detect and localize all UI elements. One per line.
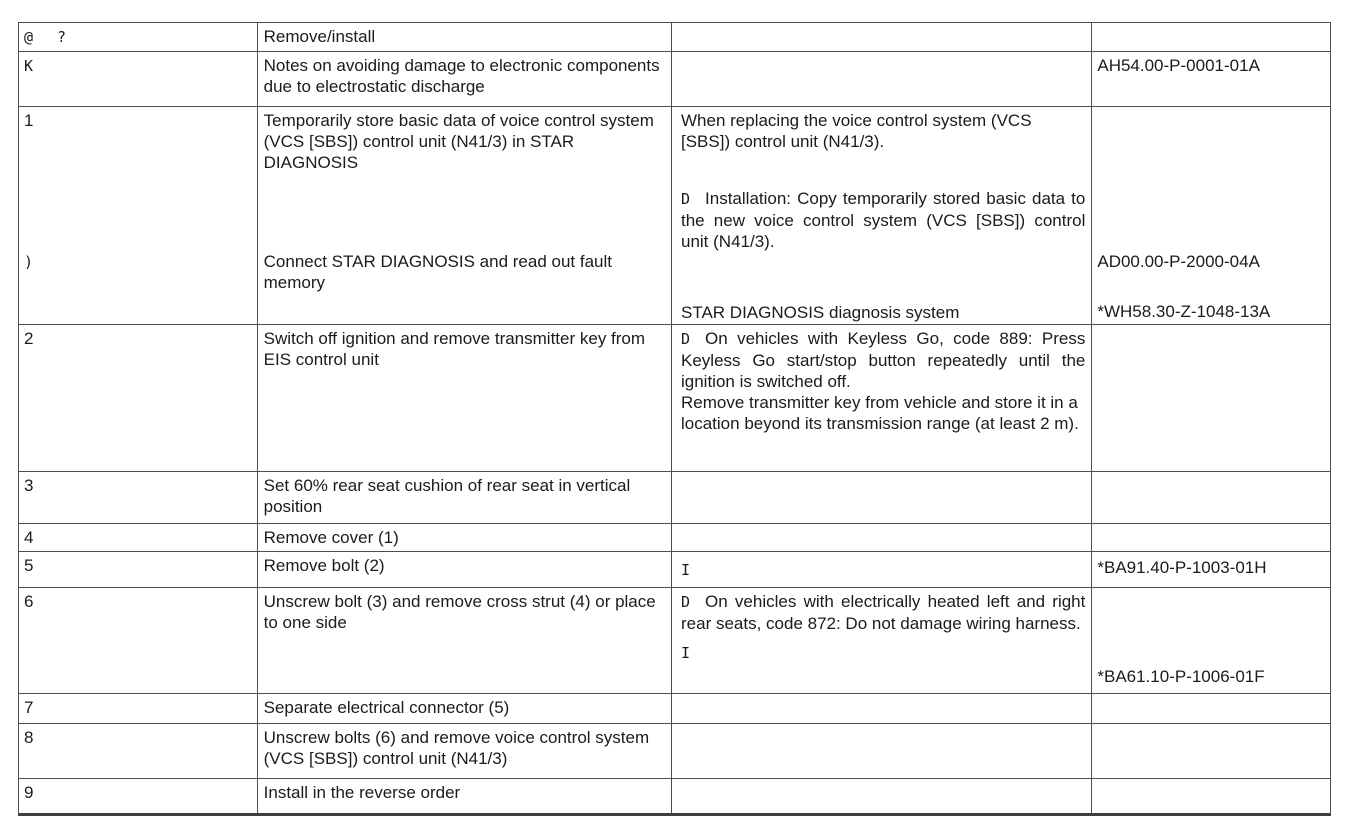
cell-text: Temporarily store basic data of voice control system (VCS [SBS]) control unit (N41/3) in STAR DIAGNOSIS [263, 111, 654, 172]
cell-text: 2 [24, 329, 34, 348]
reference-cell [1091, 325, 1330, 471]
text-block [24, 26, 251, 48]
cell-text: Connect STAR DIAGNOSIS and read out fault memory [263, 252, 612, 292]
procedure-cell [257, 724, 671, 778]
cell-text: STAR DIAGNOSIS diagnosis system [681, 303, 960, 322]
at-symbol-icon: @ [24, 28, 34, 46]
text-block [1097, 251, 1324, 272]
text-block [264, 697, 665, 718]
step-5-row [19, 551, 1330, 587]
step-8-row [19, 723, 1330, 778]
notes-cell [671, 325, 1091, 471]
cell-text: 3 [24, 476, 34, 495]
d-note-icon: D [681, 593, 691, 611]
i-info-icon: I [681, 561, 691, 579]
step-cell [19, 325, 257, 471]
text-block [681, 188, 1085, 252]
cell-text: On vehicles with Keyless Go, code 889: Press Keyless Go start/stop button repeatedly until the ignition is switched off. [681, 329, 1086, 391]
cell-text: 4 [24, 528, 34, 547]
reference-code: *BA61.10-P-1006-01F [1097, 667, 1265, 686]
cell-text: Separate electrical connector (5) [263, 698, 510, 717]
text-block [264, 527, 665, 548]
text-block [264, 110, 665, 173]
reference-cell [1091, 23, 1330, 51]
text-block [264, 727, 665, 769]
text-block [1097, 55, 1324, 76]
procedure-cell [257, 472, 671, 523]
text-block [1097, 301, 1324, 322]
text-block [264, 555, 665, 576]
step-1-row [19, 106, 1330, 324]
text-block [24, 527, 251, 548]
procedure-cell [257, 779, 671, 813]
i-info-icon: I [681, 644, 691, 662]
question-symbol-icon: ? [57, 28, 67, 46]
cell-text: Switch off ignition and remove transmitter key from EIS control unit [263, 329, 646, 369]
text-block [24, 328, 251, 349]
step-6-row [19, 587, 1330, 693]
notes-cell [671, 724, 1091, 778]
text-block [264, 251, 665, 293]
reference-cell [1091, 779, 1330, 813]
text-block [24, 697, 251, 718]
text-block [24, 591, 251, 612]
text-block [24, 555, 251, 576]
cell-text: Install in the reverse order [263, 783, 461, 802]
cell-text: Unscrew bolt (3) and remove cross strut (4) or place to one side [263, 592, 656, 632]
text-block [681, 110, 1085, 152]
text-block [264, 328, 665, 370]
procedure-cell [257, 552, 671, 587]
notes-cell [671, 472, 1091, 523]
text-block [264, 782, 665, 803]
reference-code: AH54.00-P-0001-01A [1097, 56, 1260, 75]
notes-cell [671, 524, 1091, 551]
text-block [1097, 666, 1324, 687]
cell-text: Remove transmitter key from vehicle and store it in a location beyond its transmission range (at least 2 m). [681, 393, 1079, 433]
text-block [681, 302, 1085, 323]
cell-text: Unscrew bolts (6) and remove voice control system (VCS [SBS]) control unit (N41/3) [263, 728, 650, 768]
text-block [24, 110, 251, 131]
cell-text: Remove bolt (2) [263, 556, 385, 575]
step-cell [19, 107, 257, 324]
step-cell [19, 588, 257, 693]
procedure-cell [257, 524, 671, 551]
procedure-cell [257, 588, 671, 693]
reference-cell [1091, 107, 1330, 324]
step-2-row [19, 324, 1330, 471]
notes-cell [671, 694, 1091, 723]
cell-text: Notes on avoiding damage to electronic components due to electrostatic discharge [263, 56, 660, 96]
step-cell [19, 472, 257, 523]
text-block [1097, 557, 1324, 578]
reference-cell [1091, 694, 1330, 723]
procedure-table [18, 22, 1331, 816]
text-block [681, 328, 1085, 392]
text-block [24, 782, 251, 803]
text-block [24, 475, 251, 496]
text-block [264, 26, 665, 47]
procedure-cell [257, 694, 671, 723]
d-note-icon: D [681, 330, 691, 348]
notes-cell [671, 588, 1091, 693]
cell-text: When replacing the voice control system (VCS [SBS]) control unit (N41/3). [681, 111, 1032, 151]
bracket-symbol-icon: ) [24, 253, 34, 271]
step-cell [19, 23, 257, 51]
notes-cell [671, 52, 1091, 106]
cell-text: 7 [24, 698, 34, 717]
text-block [681, 642, 1085, 664]
notes-cell [671, 107, 1091, 324]
d-note-icon: D [681, 190, 691, 208]
step-3-row [19, 471, 1330, 523]
cell-text: Remove cover (1) [263, 528, 399, 547]
reference-code: *BA91.40-P-1003-01H [1097, 558, 1267, 577]
reference-cell [1091, 724, 1330, 778]
step-9-row [19, 778, 1330, 813]
step-7-row [19, 693, 1330, 723]
cell-text: 5 [24, 556, 34, 575]
text-block [681, 591, 1085, 634]
cell-text: 6 [24, 592, 34, 611]
step-cell [19, 779, 257, 813]
cell-text: 1 [24, 111, 34, 130]
notes-cell [671, 779, 1091, 813]
step-cell [19, 552, 257, 587]
procedure-cell [257, 107, 671, 324]
procedure-cell [257, 52, 671, 106]
text-block [264, 475, 665, 517]
reference-cell [1091, 588, 1330, 693]
text-block [264, 591, 665, 633]
notes-cell [671, 23, 1091, 51]
header-row [19, 23, 1330, 51]
cell-text: On vehicles with electrically heated left and right rear seats, code 872: Do not damage wiring harness. [681, 592, 1086, 633]
text-block [24, 251, 251, 273]
step-4-row [19, 523, 1330, 551]
text-block [264, 55, 665, 97]
text-block [24, 55, 251, 77]
step-cell [19, 52, 257, 106]
step-cell [19, 524, 257, 551]
text-block [24, 727, 251, 748]
cell-text: Installation: Copy temporarily stored basic data to the new voice control system (VCS [SBS]) control unit (N41/3). [681, 189, 1086, 251]
step-cell [19, 694, 257, 723]
k-symbol-icon: K [24, 57, 34, 75]
procedure-cell [257, 325, 671, 471]
reference-cell [1091, 472, 1330, 523]
cell-text: Set 60% rear seat cushion of rear seat in vertical position [263, 476, 631, 516]
notes-cell [671, 552, 1091, 587]
cell-text: Remove/install [263, 27, 376, 46]
reference-cell [1091, 52, 1330, 106]
cell-text: 8 [24, 728, 34, 747]
text-block [681, 559, 1085, 581]
cell-text: 9 [24, 783, 34, 802]
reference-cell [1091, 524, 1330, 551]
reference-code: *WH58.30-Z-1048-13A [1097, 302, 1271, 321]
reference-code: AD00.00-P-2000-04A [1097, 252, 1260, 271]
reference-cell [1091, 552, 1330, 587]
step-cell [19, 724, 257, 778]
esd-note-row [19, 51, 1330, 106]
procedure-cell [257, 23, 671, 51]
text-block [681, 392, 1085, 434]
